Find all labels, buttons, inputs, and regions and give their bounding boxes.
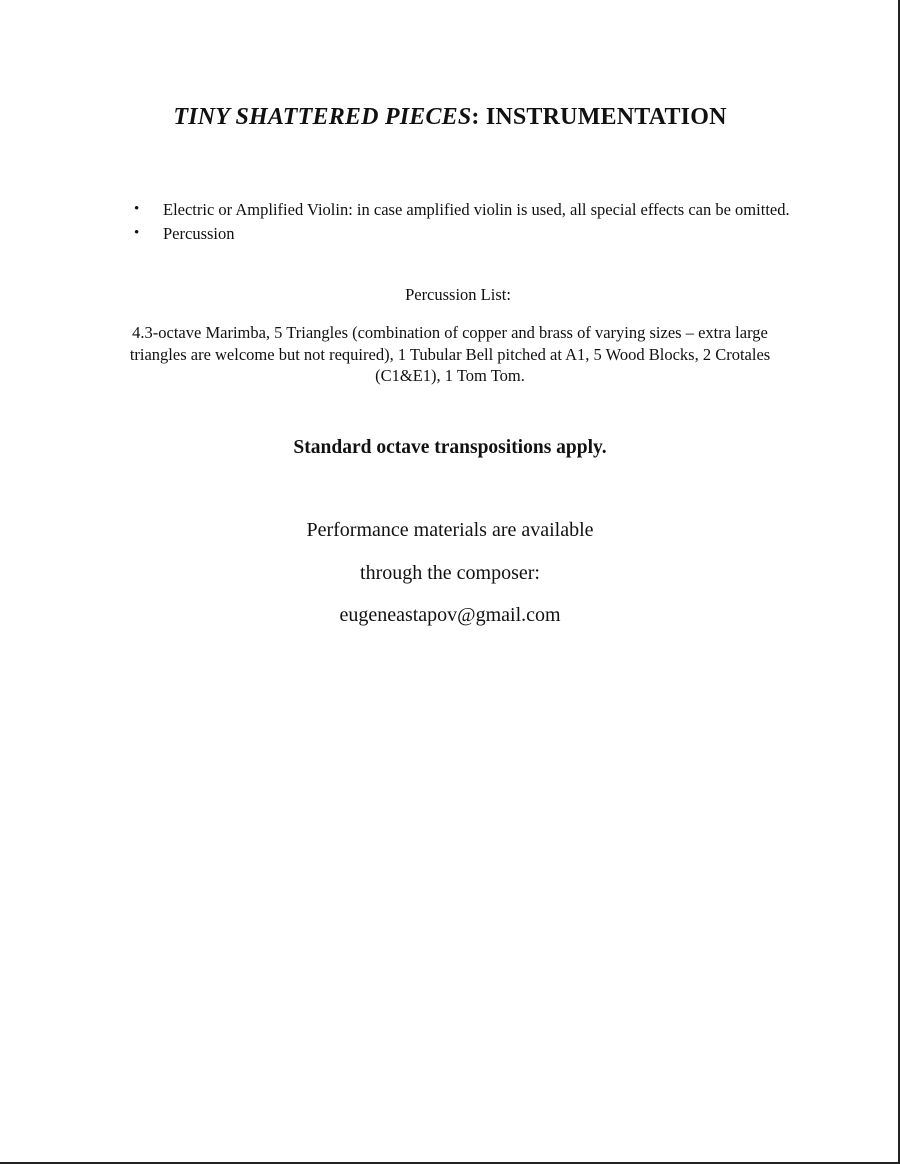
title-work-name: TINY SHATTERED PIECES [173, 104, 472, 130]
page-title [0, 104, 900, 131]
instrument-percussion: Percussion [163, 224, 235, 243]
transposition-note: Standard octave transpositions apply. [293, 437, 607, 458]
performance-materials-line: Performance materials are available [306, 519, 594, 541]
instrument-list [134, 198, 796, 246]
composer-email: eugeneastapov@gmail.com [339, 604, 561, 626]
bullet-icon: • [134, 201, 140, 217]
percussion-list-text: 4.3-octave Marimba, 5 Triangles (combination of copper and brass of varying sizes – extra large triangles are welcome but not required), 1 Tubular Bell pitched at A1, 5 Wood Blocks, 2 Crotales (C1&E1), 1 Tom Tom. [129, 323, 771, 385]
percussion-list-heading: Percussion List: [405, 285, 511, 304]
instrument-violin: Electric or Amplified Violin: in case amplified violin is used, all special effects can be omitted. [163, 200, 790, 219]
list-item [134, 222, 796, 245]
bullet-icon: • [134, 225, 140, 241]
title-suffix: : INSTRUMENTATION [471, 104, 727, 130]
list-item [134, 198, 796, 221]
composer-line: through the composer: [360, 562, 540, 584]
